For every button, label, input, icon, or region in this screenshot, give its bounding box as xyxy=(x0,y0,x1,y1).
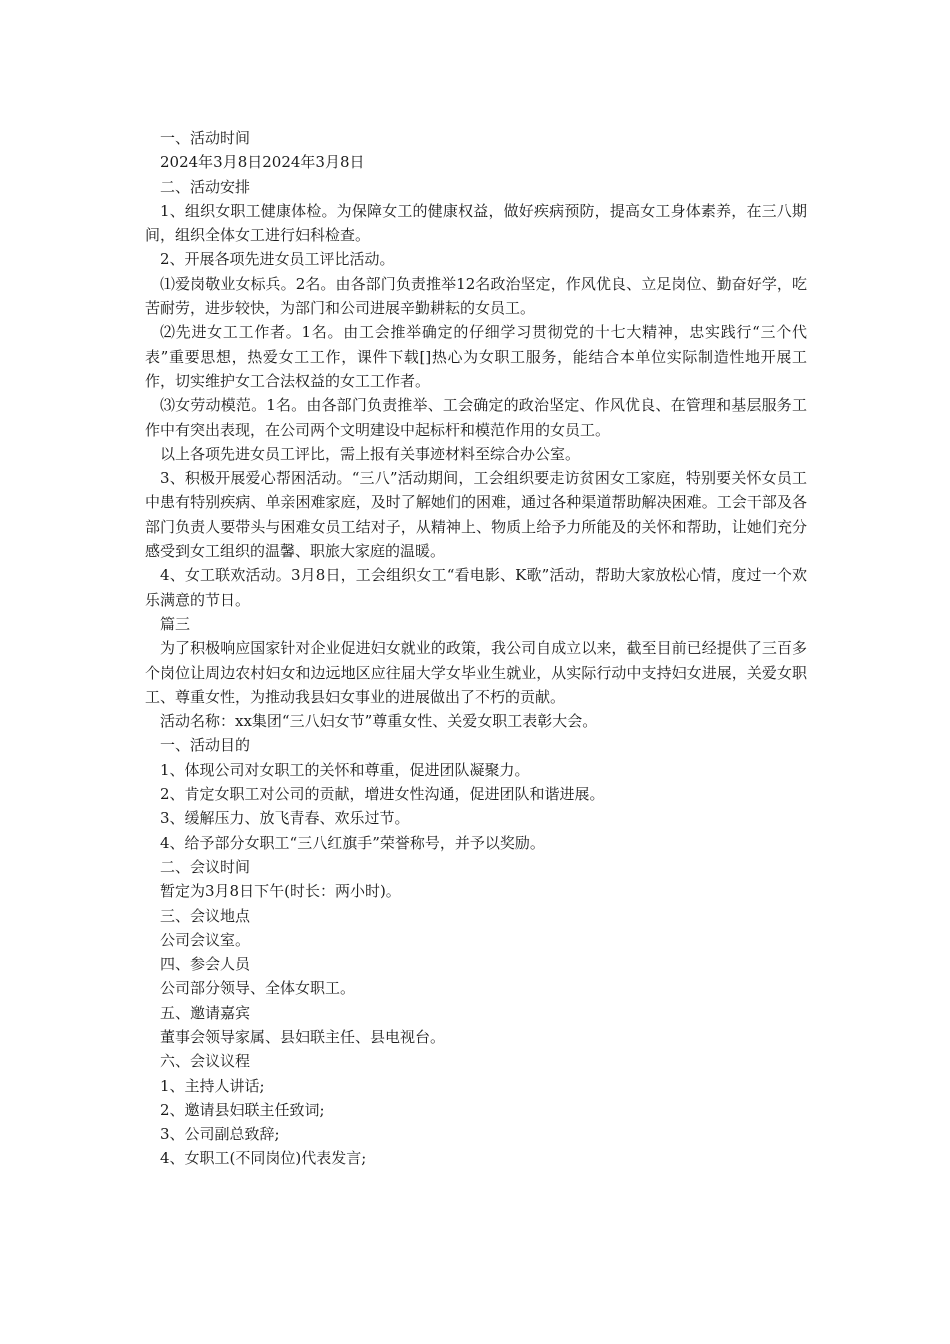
heading-meeting-place: 三、会议地点 xyxy=(160,906,251,925)
heading-attendees: 四、参会人员 xyxy=(160,955,251,974)
agenda-item-2: 2、邀请县妇联主任致词; xyxy=(160,1100,325,1119)
heading-guests: 五、邀请嘉宾 xyxy=(160,1003,251,1022)
heading-agenda: 六、会议议程 xyxy=(160,1052,251,1071)
heading-activity-purpose: 一、活动目的 xyxy=(160,736,251,755)
subitem-advanced-worker: ⑵先进女工工作者。1名。由工会推举确定的仔细学习贯彻党的十七大精神，忠实践行“三个代表”重要思想，热爱女工工作，课件下载[]热心为女职工服务，能结合本单位实际制造性地开展工作，切实维护女工合法权益的女工工作者。 xyxy=(145,323,807,390)
attendees: 公司部分领导、全体女职工。 xyxy=(160,979,356,998)
subitem-labor-model: ⑶女劳动模范。1名。由各部门负责推举、工会确定的政治坚定、作风优良、在管理和基层服务工作中有突出表现，在公司两个文明建设中起标杆和模范作用的女员工。 xyxy=(145,396,807,439)
subitem-model-worker: ⑴爱岗敬业女标兵。2名。由各部门负责推举12名政治坚定，作风优良、立足岗位、勤奋好学，吃苦耐劳，进步较快，为部门和公司进展辛勤耕耘的女员工。 xyxy=(145,274,807,318)
meeting-time: 暂定为3月8日下午(时长：两小时)。 xyxy=(160,882,401,901)
item-party-activity: 4、女工联欢活动。3月8日，工会组织女工“看电影、K歌”活动，帮助大家放松心情，度过一个欢乐满意的节日。 xyxy=(145,566,807,609)
heading-meeting-time: 二、会议时间 xyxy=(160,857,251,876)
agenda-item-1: 1、主持人讲话; xyxy=(160,1076,265,1095)
purpose-item-2: 2、肯定女职工对公司的贡献，增进女性沟通，促进团队和谐进展。 xyxy=(160,785,605,804)
purpose-item-4: 4、给予部分女职工“三八红旗手”荣誉称号，并予以奖励。 xyxy=(160,833,545,852)
agenda-item-3: 3、公司副总致辞; xyxy=(160,1125,280,1144)
item-health-check: 1、组织女职工健康体检。为保障女工的健康权益，做好疾病预防，提高女工身体素养，在三八期间，组织全体女工进行妇科检查。 xyxy=(145,201,807,245)
agenda-item-4: 4、女职工(不同岗位)代表发言; xyxy=(160,1149,367,1168)
meeting-place: 公司会议室。 xyxy=(160,930,251,949)
activity-name: 活动名称：xx集团“三八妇女节”尊重女性、关爱女职工表彰大会。 xyxy=(160,712,598,731)
heading-activity-time: 一、活动时间 xyxy=(160,129,251,147)
guests: 董事会领导家属、县妇联主任、县电视台。 xyxy=(160,1027,446,1046)
purpose-item-3: 3、缓解压力、放飞青春、欢乐过节。 xyxy=(160,809,410,828)
purpose-item-1: 1、体现公司对女职工的关怀和尊重，促进团队凝聚力。 xyxy=(160,760,530,779)
item-care-activity: 3、积极开展爱心帮困活动。“三八”活动期间，工会组织要走访贫困女工家庭，特别要关怀女员工中患有特别疾病、单亲困难家庭，及时了解她们的困难，通过各种渠道帮助解决困难。工会干部及各部门负责人要带头与困难女员工结对子，从精神上、物质上给予力所能及的关怀和帮助，让她们充分感受到女工组织的温馨、职旅大家庭的温暖。 xyxy=(145,469,807,561)
section-title-part-three: 篇三 xyxy=(160,614,191,633)
intro-paragraph: 为了积极响应国家针对企业促进妇女就业的政策，我公司自成立以来，截至目前已经提供了三百多个岗位让周边农村妇女和边远地区应往届大学女毕业生就业，从实际行动中支持妇女进展，关爱女职工、尊重女性，为推动我县妇女事业的进展做出了不朽的贡献。 xyxy=(145,639,807,706)
activity-date: 2024年3月8日2024年3月8日 xyxy=(160,153,365,172)
selection-note: 以上各项先进女员工评比，需上报有关事迹材料至综合办公室。 xyxy=(160,444,581,463)
item-advanced-staff-selection: 2、开展各项先进女员工评比活动。 xyxy=(160,250,395,269)
document-body xyxy=(145,126,807,1171)
heading-activity-arrangement: 二、活动安排 xyxy=(160,177,251,196)
